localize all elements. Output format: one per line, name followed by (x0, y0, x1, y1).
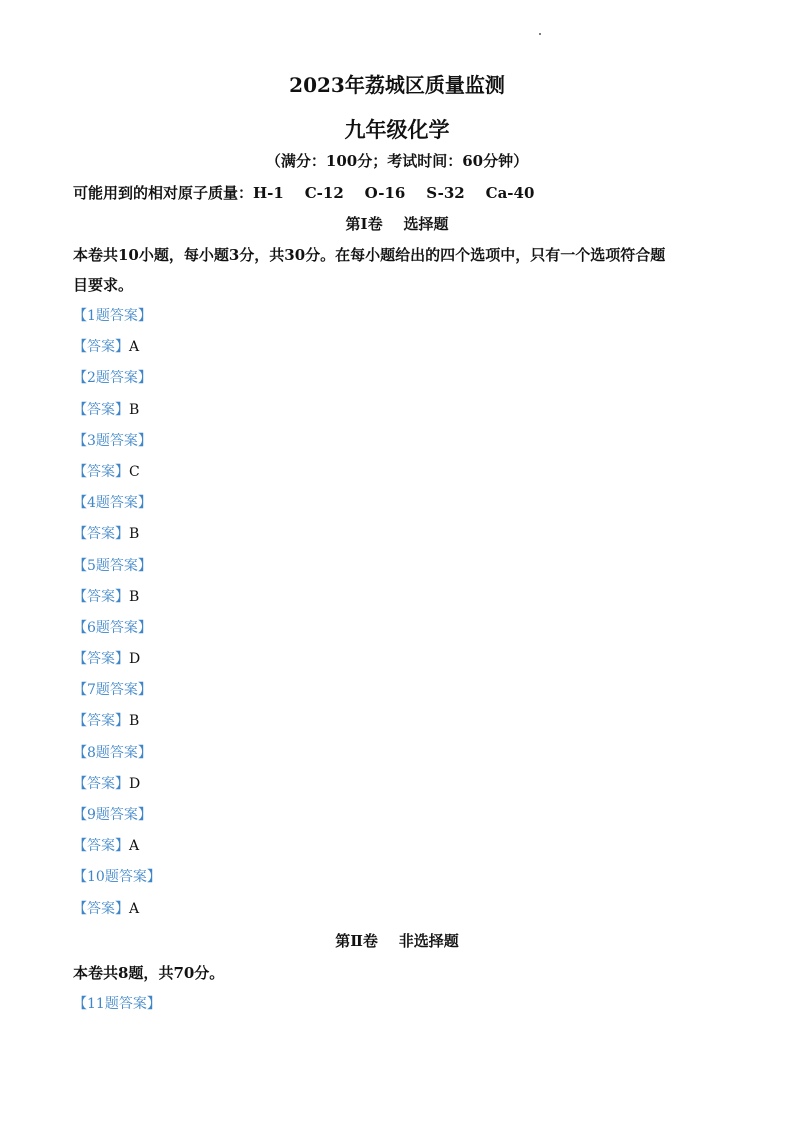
answer-value: B (129, 401, 140, 418)
question-label: 【5题答案】 (73, 557, 152, 574)
answer-line (73, 523, 161, 554)
question-label: 【4题答案】 (73, 495, 152, 512)
answer-tag: 【答案】 (73, 838, 129, 855)
section1-instruction-line1: 本卷共10小题，每小题3分，共30分。在每小题给出的四个选项中，只有一个选项符合题 (73, 246, 666, 264)
answer-line (73, 898, 161, 929)
answer-value: A (129, 339, 140, 356)
answer-line (73, 648, 161, 679)
answer-value: C (129, 463, 140, 480)
exam-info: （满分：100分；考试时间：60分钟） (265, 152, 529, 170)
question-label: 【6题答案】 (73, 619, 152, 636)
answer-line (73, 835, 161, 866)
answer-tag: 【答案】 (73, 775, 129, 792)
answer-tag: 【答案】 (73, 463, 129, 480)
answer-tag: 【答案】 (73, 401, 129, 418)
section2-heading: 第Ⅱ卷 非选择题 (335, 932, 459, 950)
answer-list (73, 305, 161, 929)
answer-line (73, 461, 161, 492)
question-label: 【1题答案】 (73, 308, 152, 324)
question-label-11: 【11题答案】 (73, 996, 161, 1012)
question-label: 【10题答案】 (73, 869, 161, 886)
section2-instruction: 本卷共8题，共70分。 (73, 964, 225, 982)
answer-tag: 【答案】 (73, 339, 129, 356)
answer-value: A (129, 838, 140, 855)
answer-line (73, 710, 161, 741)
answer-line (73, 773, 161, 804)
answer-value: D (129, 651, 141, 668)
answer-value: B (129, 526, 140, 543)
answer-value: B (129, 713, 140, 730)
question-label: 【3题答案】 (73, 432, 152, 449)
document-title: 2023年荔城区质量监测 (289, 73, 505, 97)
question-label: 【7题答案】 (73, 682, 152, 699)
answer-value: B (129, 588, 140, 605)
answer-tag: 【答案】 (73, 713, 129, 730)
answer-tag: 【答案】 (73, 651, 129, 668)
answer-line (73, 399, 161, 430)
answer-tag: 【答案】 (73, 588, 129, 605)
question-label: 【8题答案】 (73, 744, 152, 761)
section1-instruction-line2: 目要求。 (73, 276, 134, 294)
answer-tag: 【答案】 (73, 900, 129, 917)
atomic-masses: 可能用到的相对原子质量：H-1 C-12 O-16 S-32 Ca-40 (73, 184, 535, 202)
document-subtitle: 九年级化学 (344, 117, 450, 142)
answer-line (73, 586, 161, 617)
scan-dot (539, 33, 541, 35)
section1-heading: 第Ⅰ卷 选择题 (345, 215, 449, 233)
question-label: 【9题答案】 (73, 807, 152, 823)
answer-value: D (129, 775, 141, 792)
question-label: 【2题答案】 (73, 370, 152, 387)
answer-line (73, 336, 161, 367)
answer-value: A (129, 900, 140, 917)
answer-tag: 【答案】 (73, 526, 129, 543)
